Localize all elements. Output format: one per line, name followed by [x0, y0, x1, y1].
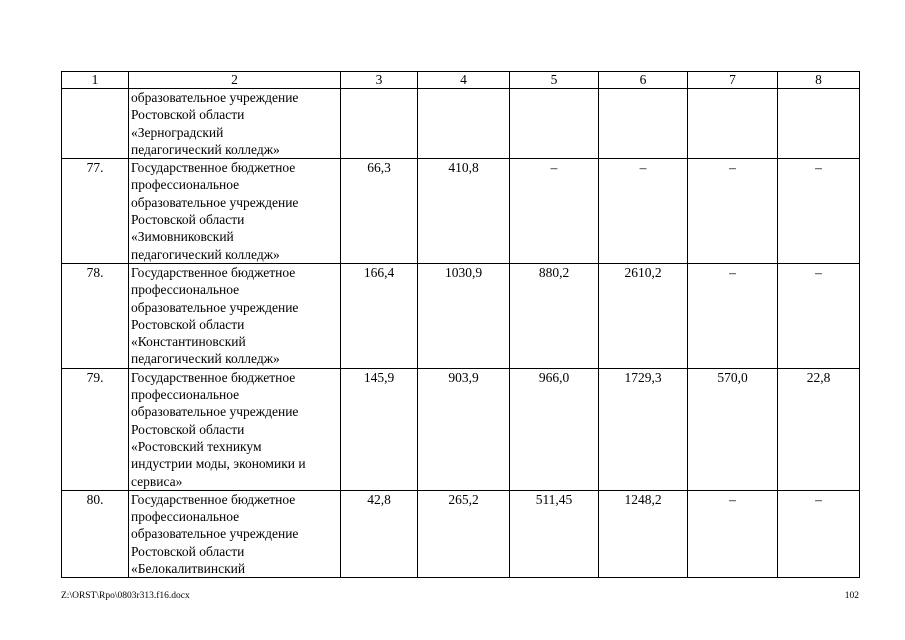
- value-cell-col-6: –: [599, 159, 688, 264]
- header-cell: 5: [510, 72, 599, 89]
- value-cell-col-8: [778, 89, 860, 159]
- table-row: [62, 159, 860, 264]
- value-cell-col-8: –: [778, 263, 860, 368]
- value-cell-col-7: –: [688, 159, 778, 264]
- value-cell-col-6: 1248,2: [599, 490, 688, 577]
- institution-name: образовательное учреждение Ростовской области «Зерноградский педагогический колледж»: [129, 89, 341, 159]
- value-cell-col-7: –: [688, 490, 778, 577]
- value-cell-col-6: 1729,3: [599, 368, 688, 490]
- value-cell-col-4: [418, 89, 510, 159]
- data-table: [61, 71, 860, 578]
- value-cell-col-7: –: [688, 263, 778, 368]
- value-cell-col-5: 880,2: [510, 263, 599, 368]
- footer-file-path: Z:\ORST\Rpo\0803r313.f16.docx: [61, 591, 190, 601]
- value-cell-col-3: 166,4: [341, 263, 418, 368]
- value-cell-col-7: [688, 89, 778, 159]
- value-cell-col-7: 570,0: [688, 368, 778, 490]
- header-cell: 4: [418, 72, 510, 89]
- value-cell-col-3: 42,8: [341, 490, 418, 577]
- value-cell-col-8: 22,8: [778, 368, 860, 490]
- institution-name: Государственное бюджетное профессиональное образовательное учреждение Ростовской области «Белокалитвинский: [129, 490, 341, 577]
- value-cell-col-4: 1030,9: [418, 263, 510, 368]
- value-cell-col-3: 145,9: [341, 368, 418, 490]
- row-number: 79.: [62, 368, 129, 490]
- value-cell-col-4: 903,9: [418, 368, 510, 490]
- value-cell-col-4: 265,2: [418, 490, 510, 577]
- row-number: 80.: [62, 490, 129, 577]
- row-number: [62, 89, 129, 159]
- header-row: [62, 72, 860, 89]
- header-cell: 6: [599, 72, 688, 89]
- table-row: [62, 368, 860, 490]
- value-cell-col-8: –: [778, 490, 860, 577]
- row-number: 78.: [62, 263, 129, 368]
- table-row: [62, 263, 860, 368]
- header-cell: 8: [778, 72, 860, 89]
- value-cell-col-5: 511,45: [510, 490, 599, 577]
- footer-page-number: 102: [844, 591, 859, 601]
- table-body: [62, 89, 860, 578]
- value-cell-col-5: [510, 89, 599, 159]
- value-cell-col-6: 2610,2: [599, 263, 688, 368]
- institution-name: Государственное бюджетное профессиональное образовательное учреждение Ростовской области «Константиновский педагогический колледж»: [129, 263, 341, 368]
- value-cell-col-3: [341, 89, 418, 159]
- value-cell-col-5: –: [510, 159, 599, 264]
- value-cell-col-8: –: [778, 159, 860, 264]
- value-cell-col-3: 66,3: [341, 159, 418, 264]
- institution-name: Государственное бюджетное профессиональное образовательное учреждение Ростовской области «Зимовниковский педагогический колледж»: [129, 159, 341, 264]
- header-cell: 7: [688, 72, 778, 89]
- header-cell: 2: [129, 72, 341, 89]
- row-number: 77.: [62, 159, 129, 264]
- value-cell-col-4: 410,8: [418, 159, 510, 264]
- value-cell-col-5: 966,0: [510, 368, 599, 490]
- header-cell: 1: [62, 72, 129, 89]
- header-cell: 3: [341, 72, 418, 89]
- institution-name: Государственное бюджетное профессиональное образовательное учреждение Ростовской области «Ростовский техникум индустрии моды, экономики и сервиса»: [129, 368, 341, 490]
- table-row-continuation: [62, 89, 860, 159]
- value-cell-col-6: [599, 89, 688, 159]
- table-row: [62, 490, 860, 577]
